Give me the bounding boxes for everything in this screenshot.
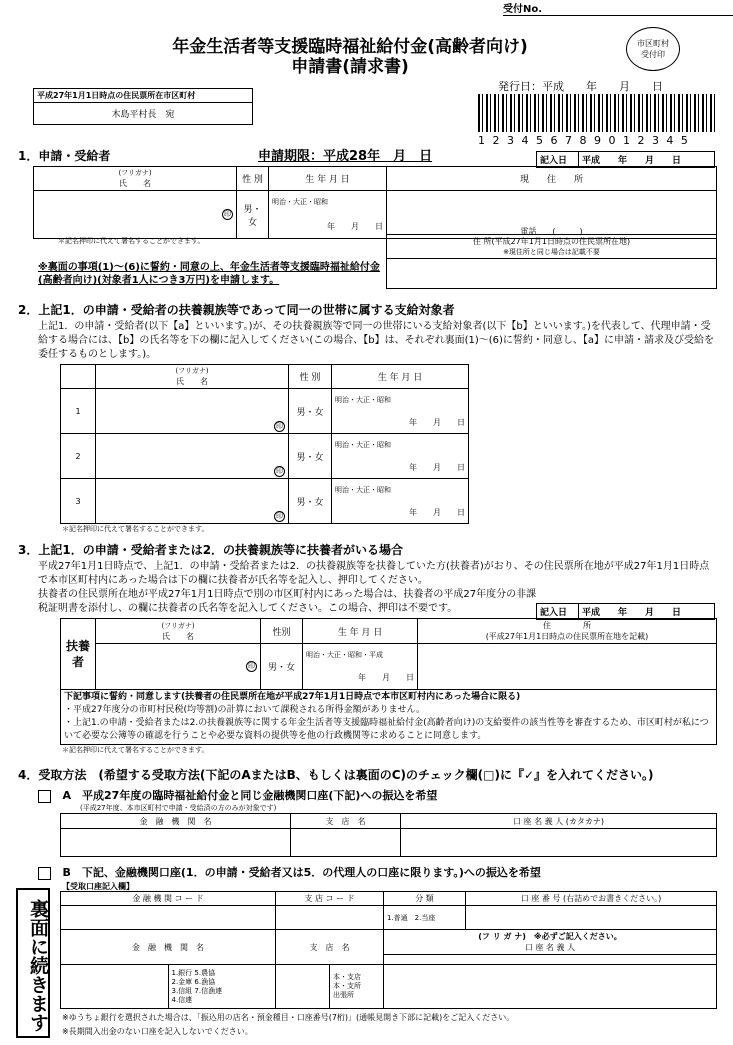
supporter-pledge <box>61 690 717 745</box>
account-number-header: 口 座 番 号 (右詰めでお書きください。) <box>466 892 717 906</box>
bank-name-field[interactable] <box>61 829 291 857</box>
account-section-title: 【受取口座記入欄】 <box>62 882 134 891</box>
supporter-table <box>60 618 717 745</box>
applicant-name-field[interactable] <box>34 191 237 239</box>
row-number: 3 <box>61 479 96 524</box>
pledge-item: ・平成27年度分の市町村民税(均等割)の計算において課税される所得金額がありません。 <box>64 705 426 715</box>
agreement-note: ※裏面の事項(1)～(6)に誓約・同意の上、年金生活者等支援臨時福祉給付金(高齢者向け)(対象者1人につき3万円)を申請します。 <box>38 262 380 286</box>
category-header: 分 類 <box>384 892 466 906</box>
dependent-name-field[interactable] <box>96 389 289 434</box>
category-options[interactable]: 1.普通 2.当座 <box>384 906 466 930</box>
dependent-birthdate[interactable]: 明治・大正・昭和 年 月 日 <box>332 434 469 479</box>
dependent-row <box>61 479 469 524</box>
dependent-name-header: (フリガナ) 氏 名 <box>96 365 289 389</box>
birth-header: 生 年 月 日 <box>269 167 387 191</box>
pledge-item: ・上記1.の申請・受給者または2.の扶養親族等に関する年金生活者等支援臨時福祉給付金(高齢者向け)の支給要件の該当性等を審査するため、市区町村が私について必要な公簿等の確認を行うことや必要な資料の提供等を他の行政機関等に求めることに同意します。 <box>64 718 709 741</box>
row-number: 2 <box>61 434 96 479</box>
branch-code-header: 支 店 コ ー ド <box>276 892 384 906</box>
option-a <box>38 787 437 803</box>
branch-name-input[interactable] <box>276 965 330 1009</box>
supporter-address-field[interactable] <box>418 644 717 690</box>
reception-stamp <box>626 27 680 71</box>
section3-paragraph1: 平成27年1月1日時点で、上記1．の申請・受給者または2．の扶養親族等を扶養していた方(扶養者)がおり、その住民票所在地が平成27年1月1日時点で本市区町村内にあった場合は下の欄に扶養者が氏名等を記入し、押印してください。 <box>38 561 710 586</box>
option-b-label: B 下記、金融機関口座(1．の申請・受給者又は5．の代理人の口座に限ります。)への振込を希望 <box>62 866 541 879</box>
bank-code-field[interactable] <box>61 906 276 930</box>
applicant-address[interactable]: 電話 ( ) <box>387 191 717 239</box>
bank-name-input[interactable] <box>61 965 169 1009</box>
option-a-label: A 平成27年度の臨時福祉給付金と同じ金融機関口座(下記)への振込を希望 <box>62 789 438 802</box>
holder-kana-field[interactable] <box>401 829 717 857</box>
bank-type-options[interactable]: 1.銀行 5.農協 2.金庫 6.漁協 3.信組 7.信漁連 4.信連 <box>168 965 276 1009</box>
option-a-note: (平成27年度、本市区町村で申請・受給済の方のみが対象です) <box>80 804 277 812</box>
option-b-checkbox[interactable] <box>38 867 51 880</box>
dependent-birthdate[interactable]: 明治・大正・昭和 年 月 日 <box>332 479 469 524</box>
branch-header: 支 店 名 <box>291 814 401 829</box>
dependent-row <box>61 434 469 479</box>
pledge-title: 下記事項に誓約・同意します(扶養者の住民票所在地が平成27年1月1日時点で本市区町村内にあった場合に限る) <box>64 692 521 702</box>
dependent-birth-header: 生 年 月 日 <box>332 365 469 389</box>
receipt-number: 受付No. <box>503 0 733 16</box>
continue-on-back-label: 裏面に続きます <box>16 888 50 1038</box>
supporter-side-label: 扶養者 <box>61 619 96 690</box>
applicant-table <box>33 166 717 239</box>
supporter-birthdate[interactable]: 明治・大正・昭和・平成 年 月 日 <box>303 644 418 690</box>
dependent-gender-header: 性 別 <box>289 365 332 389</box>
note-dormant-account: ※長期間入出金のない口座を記入しないでください。 <box>62 1027 253 1036</box>
row-number: 1 <box>61 389 96 434</box>
holder-header: (フ リ ガ ナ) ※必ずご記入ください。 口 座 名 義 人 <box>384 930 717 955</box>
supporter-name-header: (フリガナ) 氏 名 <box>96 619 261 644</box>
option-b-account-table <box>60 891 717 1009</box>
registered-address-table <box>386 234 717 289</box>
seal-icon: 印 <box>224 210 231 218</box>
account-number-field[interactable] <box>466 906 717 930</box>
address-box <box>33 88 253 125</box>
record-date-value[interactable]: 平成 年 月 日 <box>579 152 715 168</box>
supporter-gender[interactable]: 男・女 <box>261 644 303 690</box>
section4-title: 4．受取方法 (希望する受取方法(下記のAまたはB、もしくは裏面のC)のチェック欄(□)に『✓』を入れてください。) <box>18 768 654 782</box>
issue-date: 発行日：平成 年 月 日 <box>498 80 663 93</box>
branch-field[interactable] <box>291 829 401 857</box>
holder-kana-line[interactable] <box>384 955 717 965</box>
option-b <box>38 864 541 880</box>
address-box-label: 平成27年1月1日時点の住民票所在市区町村 <box>34 89 253 103</box>
section2-paragraph: 上記1．の申請・受給者(以下【a】といいます。)が、その扶養親族等で同一の世帯にいる支給対象者(以下【b】といいます。)を代表して、代理申請・受給する場合には、【b】の氏名等を下の欄に記入してください(この場合、【b】は、それぞれ裏面(1)～(6)に誓約・同意し、【a】に申請・請求及び受給を委任するものとします。)。 <box>38 321 715 360</box>
holder-name-field[interactable] <box>384 965 717 1009</box>
section2-title: 2．上記1．の申請・受給者の扶養親族等であって同一の世帯に属する支給対象者 <box>18 303 455 317</box>
dependent-gender[interactable]: 男・女 <box>289 434 332 479</box>
barcode <box>478 94 716 132</box>
registered-address-header: 住 所(平成27年1月1日時点の住民票所在地) ※現住所と同じ場合は記載不要 <box>387 235 717 259</box>
supporter-name-field[interactable] <box>96 644 261 690</box>
form-title: 年金生活者等支援臨時福祉給付金(高齢者向け) <box>172 37 528 57</box>
seal-icon: 印 <box>276 512 283 520</box>
supporter-gender-header: 性別 <box>261 619 303 644</box>
supporter-birth-header: 生 年 月 日 <box>303 619 418 644</box>
branch-code-field[interactable] <box>276 906 384 930</box>
section1-title: 1．申請・受給者 <box>18 149 111 163</box>
application-deadline: 申請期限：平成28年 月 日 <box>258 149 433 164</box>
applicant-name-header: (フリガナ) 氏 名 <box>34 167 237 191</box>
stamp-line2: 受付印 <box>641 50 665 59</box>
form-subtitle: 申請書(請求書) <box>291 57 409 77</box>
section1-sign-note: ＊記名押印に代えて署名することができます。 <box>58 237 205 245</box>
section3-paragraph2: 扶養者の住民票所在地が平成27年1月1日時点で別の市区町村内にあった場合は、扶養者の平成27年度分の非課税証明書を添付し、の欄に扶養者の氏名等を記入してください。この場合、押印は不要です。 <box>38 589 537 614</box>
applicant-birthdate[interactable]: 明治・大正・昭和 年 月 日 <box>269 191 387 239</box>
dependent-row <box>61 389 469 434</box>
dependent-name-field[interactable] <box>96 479 289 524</box>
section3-title: 3．上記1．の申請・受給者または2．の扶養親族等に扶養者がいる場合 <box>18 543 404 557</box>
dependent-gender[interactable]: 男・女 <box>289 479 332 524</box>
seal-icon: 印 <box>248 662 255 670</box>
note-japan-post: ※ゆうちょ銀行を選択された場合は、「振込用の店名・預金種目・口座番号(7桁)」(通帳見開き下部に記載)をご記入ください。 <box>62 1013 515 1022</box>
applicant-gender[interactable]: 男・女 <box>237 191 269 239</box>
branch-type-options[interactable]: 本・支店 本・支所 出張所 <box>330 965 384 1009</box>
seal-icon: 印 <box>276 422 283 430</box>
record-date-value[interactable]: 平成 年 月 日 <box>579 604 715 620</box>
dependents-table <box>60 364 469 524</box>
section3-sign-note: ＊記名押印に代えて署名することができます。 <box>62 746 209 754</box>
holder-kana-header: 口 座 名 義 人 (カタカナ) <box>401 814 717 829</box>
bank-name-header: 金 融 機 関 名 <box>61 814 291 829</box>
bank-name-label: 金 融 機 関 名 <box>61 930 276 965</box>
dependent-name-field[interactable] <box>96 434 289 479</box>
gender-header: 性 別 <box>237 167 269 191</box>
stamp-line1: 市区町村 <box>637 39 669 48</box>
address-box-value: 木島平村長 宛 <box>34 103 253 125</box>
option-a-bank-table <box>60 813 717 857</box>
section2-sign-note: ＊記名押印に代えて署名することができます。 <box>62 525 209 533</box>
dependent-gender[interactable]: 男・女 <box>289 389 332 434</box>
supporter-address-header: 住 所 (平成27年1月1日時点の住民票所在地を記載) <box>418 619 717 644</box>
barcode-digits: 1 2 3 4 5 6 7 8 9 0 1 2 3 4 5 <box>478 134 690 147</box>
record-date-label: 記入日 <box>537 604 579 620</box>
option-a-checkbox[interactable] <box>38 790 51 803</box>
branch-label: 支 店 名 <box>276 930 384 965</box>
record-date-label: 記入日 <box>537 152 579 168</box>
registered-address-field[interactable] <box>387 259 717 289</box>
seal-icon: 印 <box>276 467 283 475</box>
dependent-birthdate[interactable]: 明治・大正・昭和 年 月 日 <box>332 389 469 434</box>
bank-code-header: 金 融 機 関 コ ー ド <box>61 892 276 906</box>
address-header: 現 住 所 <box>387 167 717 191</box>
